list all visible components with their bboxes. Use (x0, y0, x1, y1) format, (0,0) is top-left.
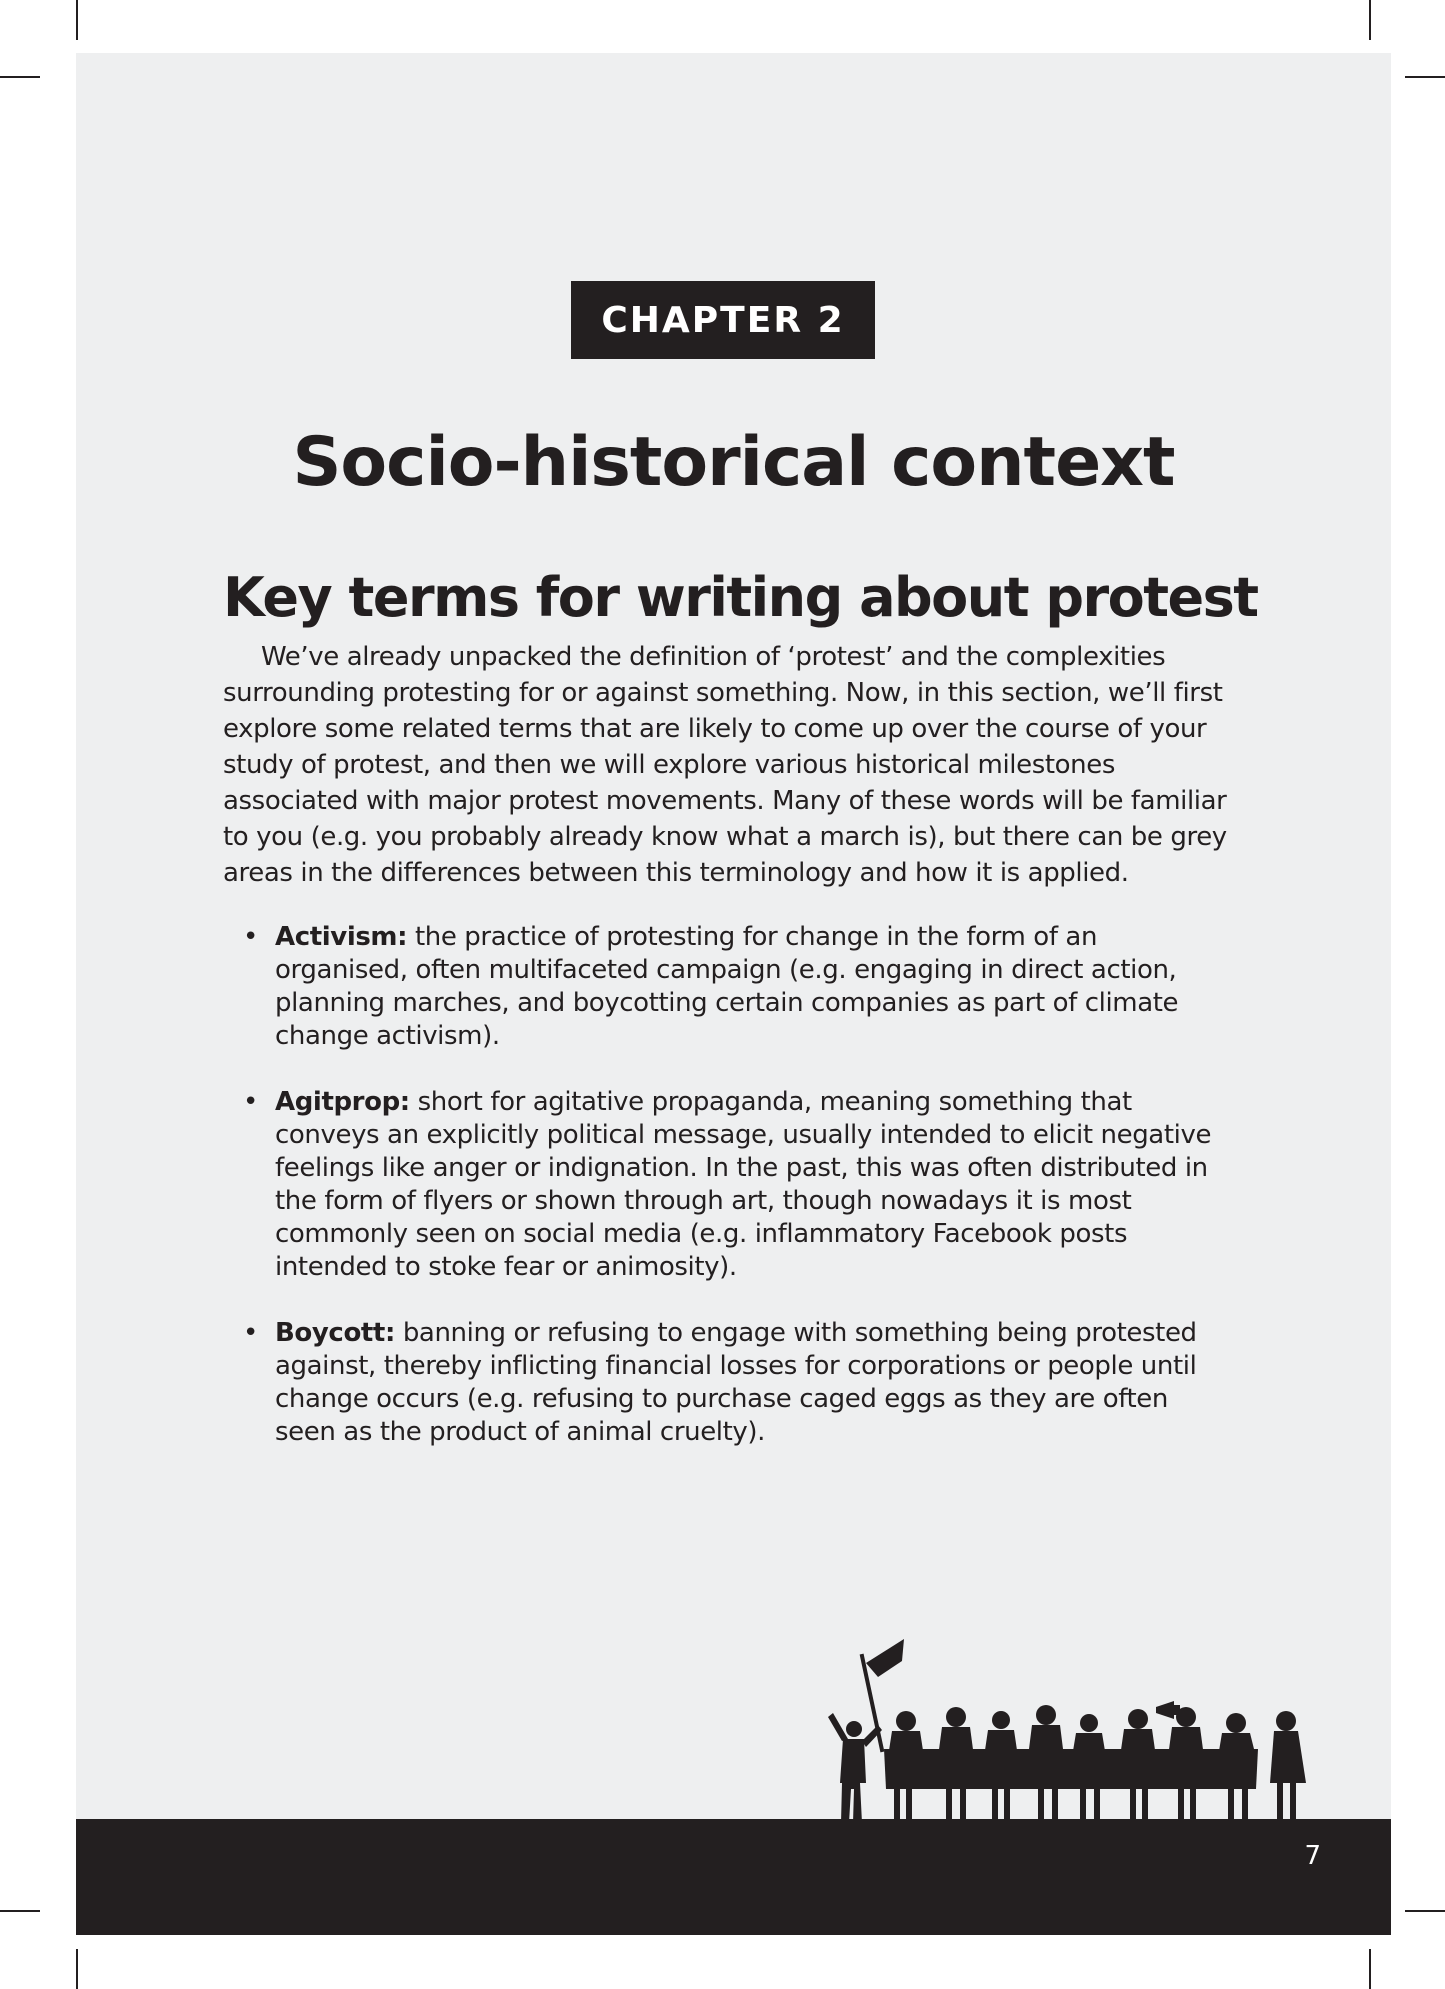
list-item (223, 1086, 1228, 1284)
bullet-icon: • (243, 922, 258, 952)
protest-crowd-silhouette-icon (796, 1633, 1356, 1823)
bullet-icon: • (243, 1087, 258, 1117)
chapter-title: Socio-historical context (292, 423, 1175, 502)
key-terms-list (223, 921, 1228, 1449)
chapter-badge (571, 281, 875, 359)
crop-mark (1405, 76, 1445, 78)
list-item (223, 921, 1228, 1053)
crop-mark (76, 0, 78, 40)
document-page (76, 53, 1391, 1935)
list-item (223, 1317, 1228, 1449)
term-definition: the practice of protesting for change in the form of an organised, often multifaceted campaign (e.g. engaging in direct action, planning marches, and boycotting certain companies as part of climate change activism). (275, 922, 1179, 1051)
crop-mark (0, 76, 40, 78)
crop-mark (1369, 0, 1371, 40)
intro-paragraph: We’ve already unpacked the definition of ‘protest’ and the complexities surrounding protesting for or against something. Now, in this section, we’ll first explore some related terms that are likely to come up over the course of your study of protest, and then we will explore various historical milestones associated with major protest movements. Many of these words will be familiar to you (e.g. you probably already know what a march is), but there can be grey areas in the differences between this terminology and how it is applied. (223, 642, 1227, 888)
crop-mark (1369, 1949, 1371, 1989)
term-name: Boycott: (275, 1318, 395, 1348)
crop-mark (76, 1949, 78, 1989)
bullet-icon: • (243, 1318, 258, 1348)
term-name: Activism: (275, 922, 408, 952)
crop-mark (0, 1910, 40, 1912)
chapter-label: CHAPTER 2 (601, 299, 845, 341)
section-heading: Key terms for writing about protest (223, 566, 1258, 629)
page-footer (76, 1819, 1391, 1935)
crop-mark (1405, 1910, 1445, 1912)
page-number: 7 (1304, 1841, 1321, 1871)
term-definition: short for agitative propaganda, meaning something that conveys an explicitly political message, usually intended to elicit negative feelings like anger or indignation. In the past, this was often distributed in the form of flyers or shown through art, though nowadays it is most commonly seen on social media (e.g. inflammatory Facebook posts intended to stoke fear or animosity). (275, 1087, 1212, 1282)
section-content (223, 566, 1258, 1482)
term-definition: banning or refusing to engage with something being protested against, thereby inflicting financial losses for corporations or people until change occurs (e.g. refusing to purchase caged eggs as they are often seen as the product of animal cruelty). (275, 1318, 1197, 1447)
term-name: Agitprop: (275, 1087, 410, 1117)
